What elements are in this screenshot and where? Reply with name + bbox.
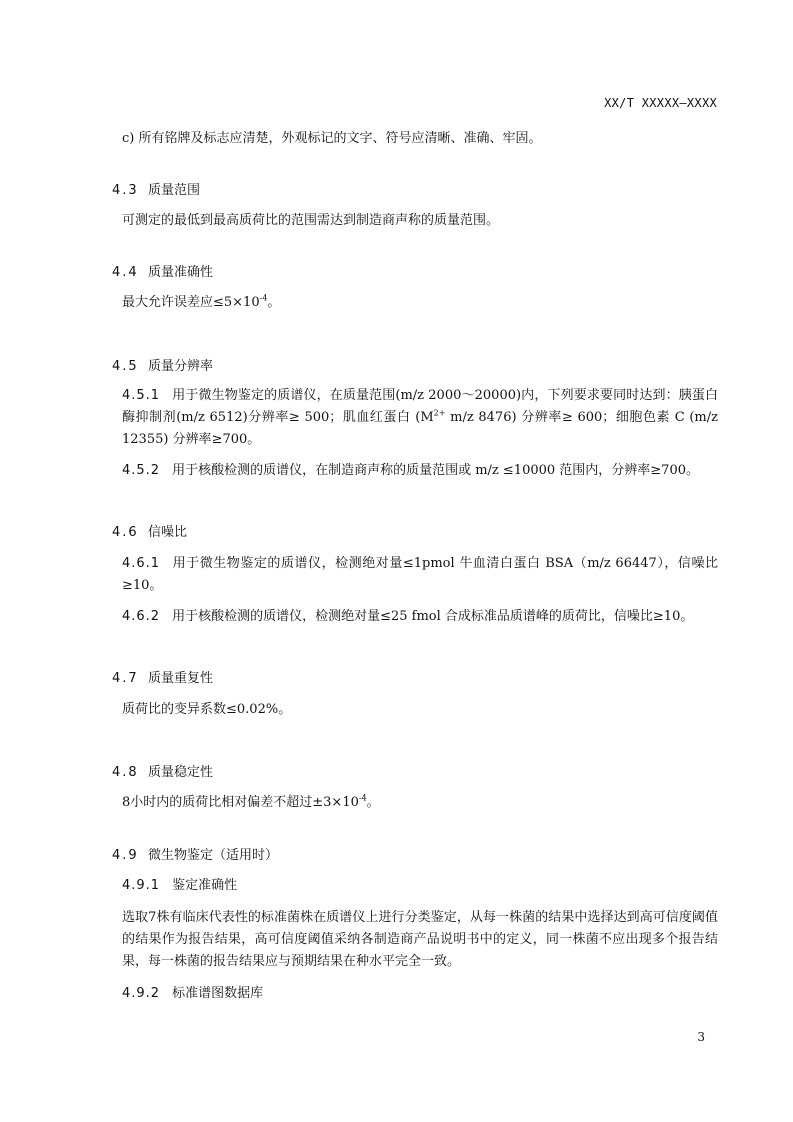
section-4-6-heading: 4.6 信噪比 [112,525,188,540]
section-4-9-heading: 4.9 微生物鉴定（适用时） [112,848,279,863]
section-4-3-body: 可测定的最低到最高质荷比的范围需达到制造商声称的质量范围。 [122,213,500,228]
section-4-4-heading: 4.4 质量准确性 [112,265,214,280]
section-4-8-heading: 4.8 质量稳定性 [112,765,214,780]
section-4-7-body: 质荷比的变异系数≤0.02%。 [122,702,292,717]
clause-c: c) 所有铭牌及标志应清楚，外观标记的文字、符号应清晰、准确、牢固。 [122,131,542,146]
section-4-6-1-body: 4.6.1 用于微生物鉴定的质谱仪，检测绝对量≤1pmol 牛血清白蛋白 BSA（m/z 66447），信噪比≥10。 [122,556,718,593]
section-4-9-1-body: 选取7株有临床代表性的标准菌株在质谱仪上进行分类鉴定，从每一株菌的结果中选择达到高可信度阈值的结果作为报告结果，高可信度阈值采纳各制造商产品说明书中的定义，同一株菌不应出现多个报告结果，每一株菌的报告结果应与预期结果在种水平完全一致。 [122,910,718,969]
section-4-3-heading: 4.3 质量范围 [112,183,201,198]
section-4-4-body: 最大允许误差应$\le 5\times 10^{-4}$。 [122,293,281,310]
section-4-9-2-heading: 4.9.2 标准谱图数据库 [122,986,264,1001]
section-4-5-heading: 4.5 质量分辨率 [112,359,214,374]
section-4-6-2-body: 4.6.2 用于核酸检测的质谱仪，检测绝对量≤25 fmol 合成标准品质谱峰的质荷比，信噪比≥10。 [122,609,694,624]
section-4-5-1-body: 4.5.1 用于微生物鉴定的质谱仪，在质量范围(m/z 2000～20000)内，下列要求要同时达到：胰蛋白酶抑制剂(m/z 6512)分辨率≥ 500；肌血红蛋白 ($M^{2+}$ m/z 8476) 分辨率≥ 600；细胞色素 C (m/z 12355) 分辨率≥700。 [122,388,718,447]
section-4-5-2-body: 4.5.2 用于核酸检测的质谱仪，在制造商声称的质量范围或 m/z ≤10000 范围内，分辨率≥700。 [122,463,699,478]
section-4-7-heading: 4.7 质量重复性 [112,671,214,686]
section-4-9-1-heading: 4.9.1 鉴定准确性 [122,878,238,893]
page-number: 3 [697,1030,705,1044]
standard-code: XX/T XXXXX—XXXX [604,96,717,110]
section-4-8-body: 8小时内的质荷比相对偏差不超过$\pm 3\times 10^{-4}$。 [122,793,380,810]
